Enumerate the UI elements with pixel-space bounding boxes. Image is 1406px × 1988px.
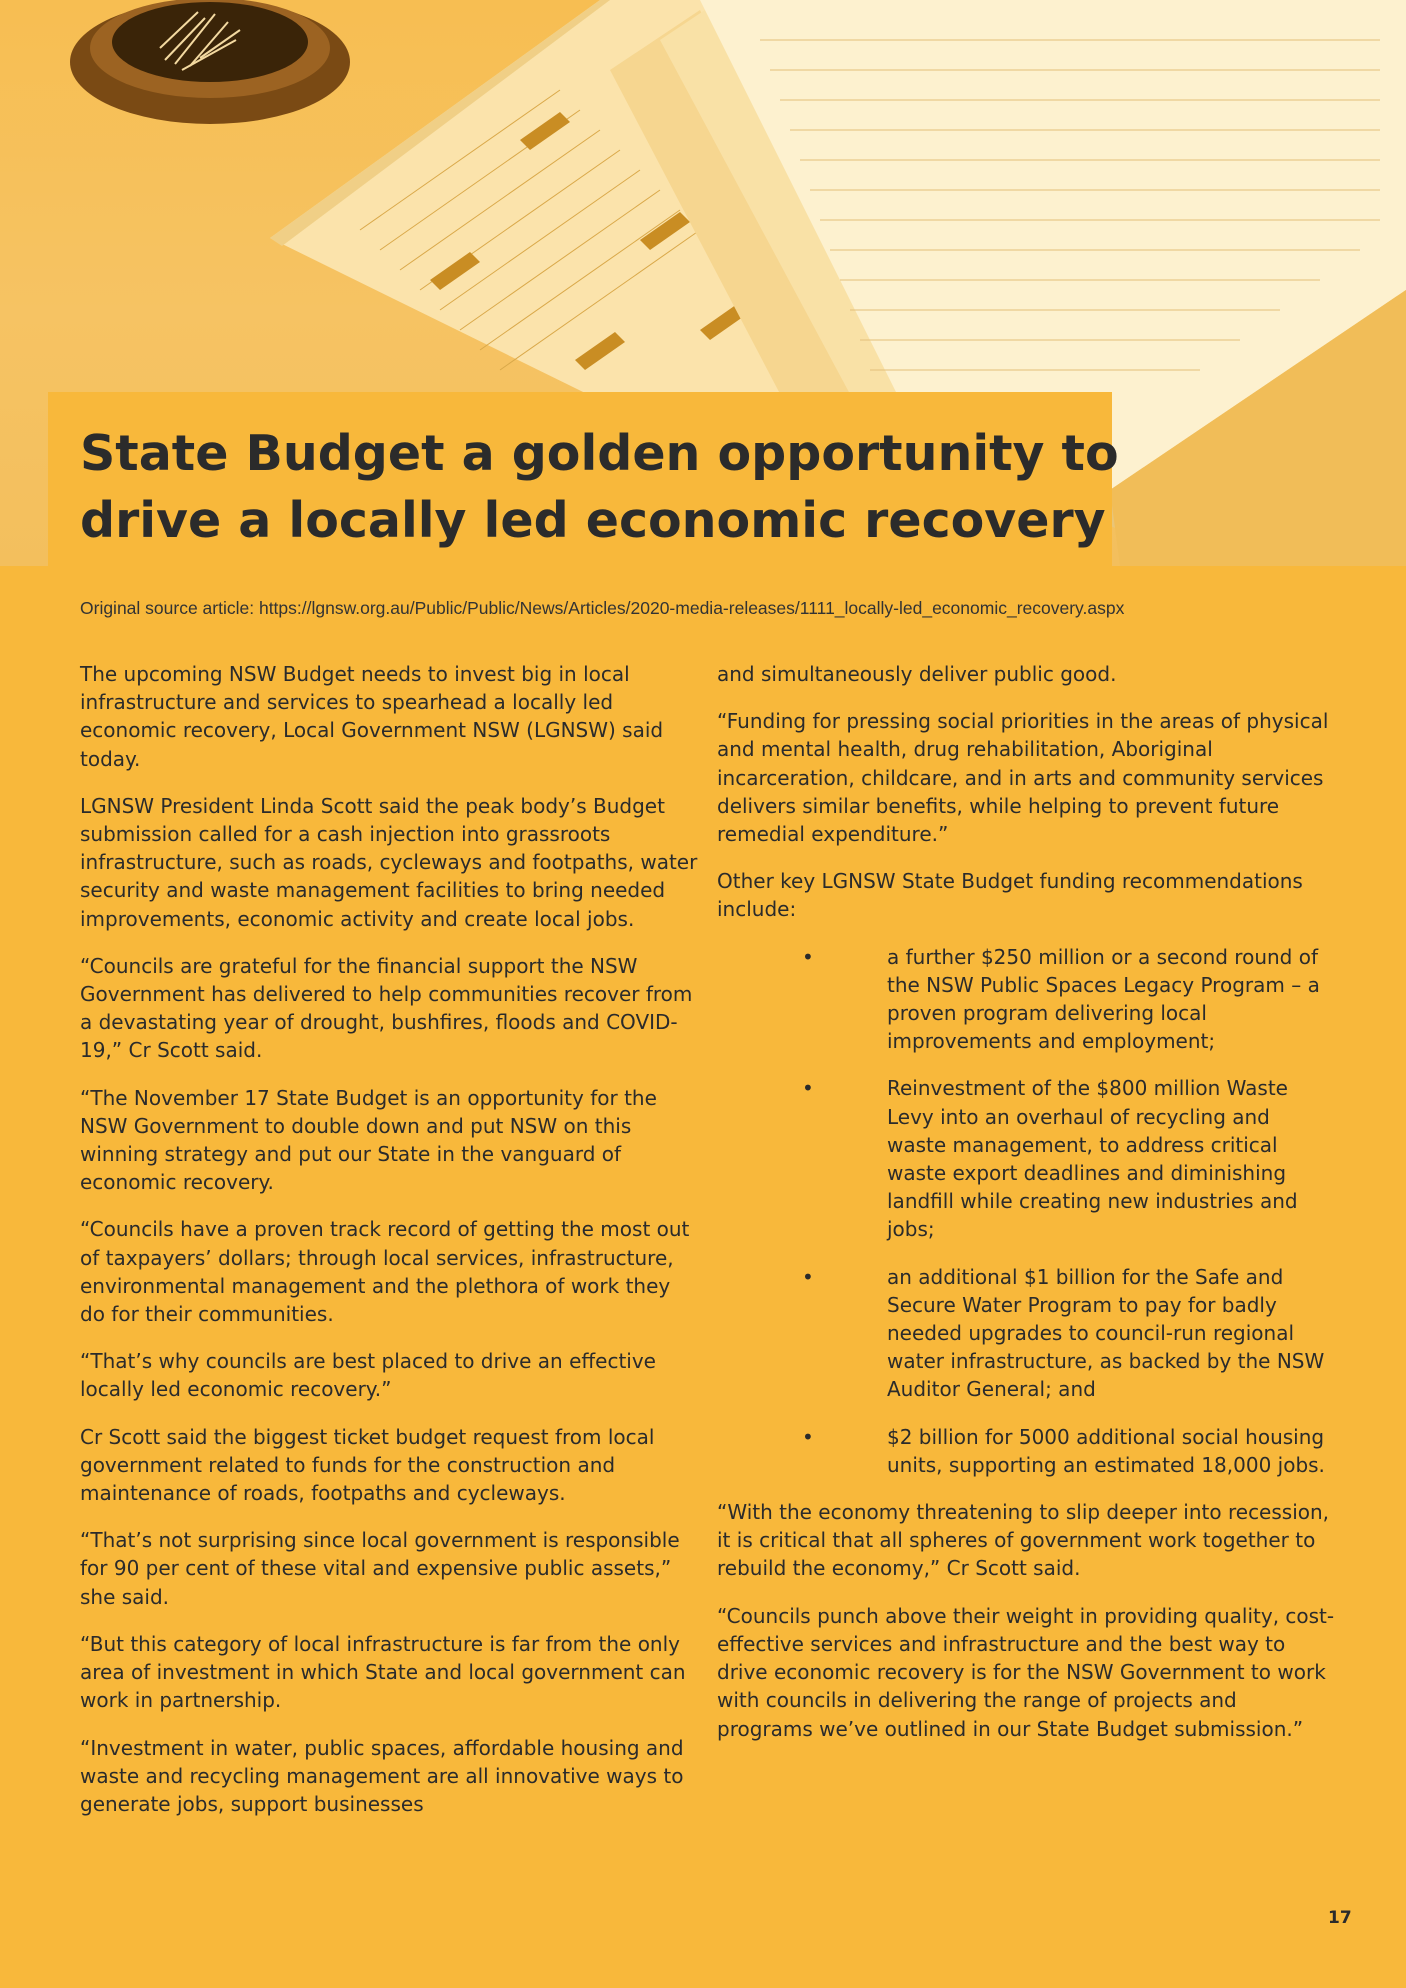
bullet-icon: • bbox=[802, 944, 814, 969]
list-item bbox=[717, 1423, 1335, 1479]
list-item bbox=[717, 943, 1335, 1056]
list-item-text: an additional $1 billion for the Safe and Secure Water Program to pay for badly needed upgrades to council-run regional water infrastructure, as backed by the NSW Auditor General; and bbox=[887, 1264, 1325, 1402]
paragraph: “The November 17 State Budget is an opportunity for the NSW Government to double down and put NSW on this winning strategy and put our State in the vanguard of economic recovery. bbox=[80, 1085, 657, 1195]
list-item bbox=[717, 1263, 1335, 1404]
list-item-text: Reinvestment of the $800 million Waste Levy into an overhaul of recycling and waste management, to address critical waste export deadlines and diminishing landfill while creating new industries and jobs; bbox=[887, 1076, 1298, 1242]
paragraph: “That’s not surprising since local government is responsible for 90 per cent of these vital and expensive public assets,” she said. bbox=[80, 1528, 680, 1609]
paragraph: Other key LGNSW State Budget funding recommendations include: bbox=[717, 869, 1303, 922]
paragraph: “Councils have a proven track record of getting the most out of taxpayers’ dollars; through local services, infrastructure, environmental management and the plethora of work they do for their communities. bbox=[80, 1217, 690, 1327]
bullet-icon: • bbox=[802, 1424, 814, 1449]
paragraph: “Funding for pressing social priorities in the areas of physical and mental health, drug rehabilitation, Aboriginal incarceration, childcare, and in arts and community services delivers similar benefits, while helping to prevent future remedial expenditure.” bbox=[717, 709, 1329, 847]
paragraph: “Councils punch above their weight in providing quality, cost-effective services and infrastructure and the best way to drive economic recovery is for the NSW Government to work with councils in delivering the range of projects and programs we’ve outlined in our State Budget submission.” bbox=[717, 1603, 1335, 1741]
paragraph: “But this category of local infrastructure is far from the only area of investment in which State and local government can work in partnership. bbox=[80, 1631, 686, 1713]
paragraph: The upcoming NSW Budget needs to invest big in local infrastructure and services to spearhead a locally led economic recovery, Local Government NSW (LGNSW) said today. bbox=[80, 662, 664, 771]
bullet-icon: • bbox=[802, 1264, 814, 1289]
recommendations-list bbox=[717, 943, 1335, 1479]
right-column bbox=[717, 660, 1335, 1762]
page-number: 17 bbox=[1328, 1908, 1352, 1928]
page-title: State Budget a golden opportunity to drive a locally led economic recovery bbox=[80, 425, 1119, 549]
paragraph: “Investment in water, public spaces, affordable housing and waste and recycling management are all innovative ways to generate jobs, support businesses bbox=[80, 1735, 684, 1816]
source-line: Original source article: https://lgnsw.org.au/Public/Public/News/Articles/2020-media-releases/1111_locally-led_economic_recovery.aspx bbox=[80, 598, 1125, 618]
bullet-icon: • bbox=[802, 1076, 814, 1101]
paragraph: “With the economy threatening to slip deeper into recession, it is critical that all spheres of government work together to rebuild the economy,” Cr Scott said. bbox=[717, 1500, 1330, 1581]
paragraph: Cr Scott said the biggest ticket budget request from local government related to funds for the construction and maintenance of roads, footpaths and cycleways. bbox=[80, 1424, 655, 1506]
paragraph: LGNSW President Linda Scott said the peak body’s Budget submission called for a cash injection into grassroots infrastructure, such as roads, cycleways and footpaths, water security and waste management facilities to bring needed improvements, economic activity and create local jobs. bbox=[80, 793, 698, 931]
list-item-text: a further $250 million or a second round of the NSW Public Spaces Legacy Program – a proven program delivering local improvements and employment; bbox=[887, 944, 1320, 1054]
paragraph: and simultaneously deliver public good. bbox=[717, 662, 1117, 686]
paragraph: “That’s why councils are best placed to drive an effective locally led economic recovery.” bbox=[80, 1349, 656, 1402]
list-item-text: $2 billion for 5000 additional social housing units, supporting an estimated 18,000 jobs. bbox=[887, 1424, 1325, 1477]
paragraph: “Councils are grateful for the financial support the NSW Government has delivered to help communities recover from a devastating year of drought, bushfires, floods and COVID-19,” Cr Scott said. bbox=[80, 953, 693, 1063]
left-column bbox=[80, 660, 700, 1837]
list-item bbox=[717, 1074, 1335, 1243]
